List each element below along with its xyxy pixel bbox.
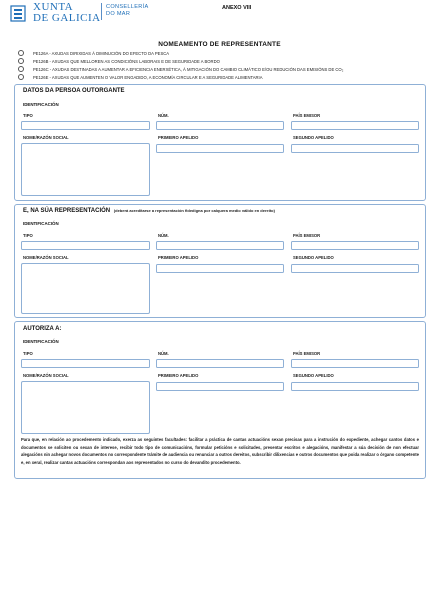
- section-note: (deberá acreditarse a representación fidedigna por calquera medio válido en dereito): [113, 208, 275, 213]
- name-field[interactable]: [21, 143, 150, 196]
- first-surname-label: PRIMEIRO APELIDO: [158, 373, 199, 378]
- identification-heading: IDENTIFICACIÓN: [23, 221, 59, 226]
- type-label: TIPO: [23, 233, 33, 238]
- number-label: NÚM.: [158, 233, 169, 238]
- procedure-option[interactable]: [18, 57, 428, 65]
- section-title: AUTORIZA A:: [23, 326, 62, 332]
- type-field[interactable]: [21, 359, 150, 368]
- name-label: NOME/RAZÓN SOCIAL: [23, 373, 69, 378]
- procedure-option[interactable]: [18, 49, 428, 57]
- section-grantor: [14, 84, 426, 201]
- second-surname-label: SEGUNDO APELIDO: [293, 135, 334, 140]
- logo-line-2: DE GALICIA: [33, 12, 101, 24]
- name-label: NOME/RAZÓN SOCIAL: [23, 135, 69, 140]
- second-surname-field[interactable]: [291, 264, 419, 273]
- consent-text: Para que, en relación ao procedemento indicado, exerza as seguintes facultades: facilitar a práctica de cantas actuacións sexan precisas para a instrución do expediente, achegar cantos datos e documentos se soliciten ou sexan de interese, recibir todo tipo de comunicacións, formular peticións e solicitudes, presentar escritos e alegacións, manifestar a súa decisión de non efectuar alegacións nin achegar novos documentos no correspondente trámite de audiencia ou renunciar a outros dereitos, subscribir dilixencias e outros documentos que poida realizar o órgano competente e, en xeral, realizar cantas actuacións correspondan aos representados no curso do devandito procedemento.: [21, 437, 419, 465]
- second-surname-field[interactable]: [291, 144, 419, 153]
- first-surname-label: PRIMEIRO APELIDO: [158, 135, 199, 140]
- first-surname-label: PRIMEIRO APELIDO: [158, 255, 199, 260]
- name-field[interactable]: [21, 263, 150, 314]
- number-field[interactable]: [156, 359, 284, 368]
- issuing-country-label: PAÍS EMISOR: [293, 351, 321, 356]
- section-representative: [14, 204, 426, 318]
- name-field[interactable]: [21, 381, 150, 434]
- logo-divider: [101, 3, 102, 20]
- document-title: NOMEAMENTO DE REPRESENTANTE: [158, 41, 281, 48]
- number-label: NÚM.: [158, 113, 169, 118]
- procedure-label: PE126C - AXUDAS DESTINADAS A AUMENTAR A EFICIENCIA ENERXÉTICA, Á MITIGACIÓN DO CAMBIO CLIMÁTICO E/OU REDUCIÓN DAS EMISIÓNS DE CO₂: [33, 66, 344, 72]
- first-surname-field[interactable]: [156, 264, 284, 273]
- procedure-option[interactable]: [18, 65, 428, 73]
- first-surname-field[interactable]: [156, 144, 284, 153]
- procedure-options: [18, 49, 428, 81]
- second-surname-label: SEGUNDO APELIDO: [293, 373, 334, 378]
- section-title-text: E, NA SÚA REPRESENTACIÓN: [23, 208, 111, 214]
- radio-icon[interactable]: [18, 58, 24, 64]
- number-label: NÚM.: [158, 351, 169, 356]
- radio-icon[interactable]: [18, 66, 24, 72]
- procedure-label: PE126B - AXUDAS QUE MELLOREN AS CONDICIÓNS LABORAIS E DE SEGURIDADE A BORDO: [33, 58, 220, 64]
- issuing-country-label: PAÍS EMISOR: [293, 113, 321, 118]
- radio-icon[interactable]: [18, 74, 24, 80]
- logo-line-1: XUNTA: [33, 1, 74, 13]
- xunta-logo-text: [33, 2, 101, 24]
- type-field[interactable]: [21, 121, 150, 130]
- name-label: NOME/RAZÓN SOCIAL: [23, 255, 69, 260]
- xunta-emblem-icon: [10, 5, 26, 22]
- second-surname-label: SEGUNDO APELIDO: [293, 255, 334, 260]
- issuing-country-field[interactable]: [291, 121, 419, 130]
- second-surname-field[interactable]: [291, 382, 419, 391]
- issuing-country-label: PAÍS EMISOR: [293, 233, 321, 238]
- department-name: [106, 4, 148, 18]
- procedure-label: PE126A - AXUDAS DIRIXIDAS Á DIMINUCIÓN DO EFECTO DA PESCA: [33, 50, 170, 56]
- department-line-2: DO MAR: [106, 11, 131, 17]
- identification-heading: IDENTIFICACIÓN: [23, 102, 59, 107]
- section-title: [23, 208, 275, 214]
- type-field[interactable]: [21, 241, 150, 250]
- radio-icon[interactable]: [18, 50, 24, 56]
- procedure-label: PE126E - AXUDAS QUE AUMENTEN O VALOR ENGADIDO, A ECONOMÍA CIRCULAR E A SEGURIDADE ALIMENTARIA: [33, 74, 263, 80]
- section-authorize: [14, 321, 426, 479]
- identification-heading: IDENTIFICACIÓN: [23, 339, 59, 344]
- number-field[interactable]: [156, 241, 284, 250]
- procedure-option[interactable]: [18, 73, 428, 81]
- annex-label: ANEXO VIII: [222, 5, 252, 11]
- type-label: TIPO: [23, 113, 33, 118]
- department-line-1: CONSELLERÍA: [106, 4, 149, 10]
- issuing-country-field[interactable]: [291, 359, 419, 368]
- type-label: TIPO: [23, 351, 33, 356]
- first-surname-field[interactable]: [156, 382, 284, 391]
- number-field[interactable]: [156, 121, 284, 130]
- issuing-country-field[interactable]: [291, 241, 419, 250]
- section-title: DATOS DA PERSOA OUTORGANTE: [23, 88, 125, 94]
